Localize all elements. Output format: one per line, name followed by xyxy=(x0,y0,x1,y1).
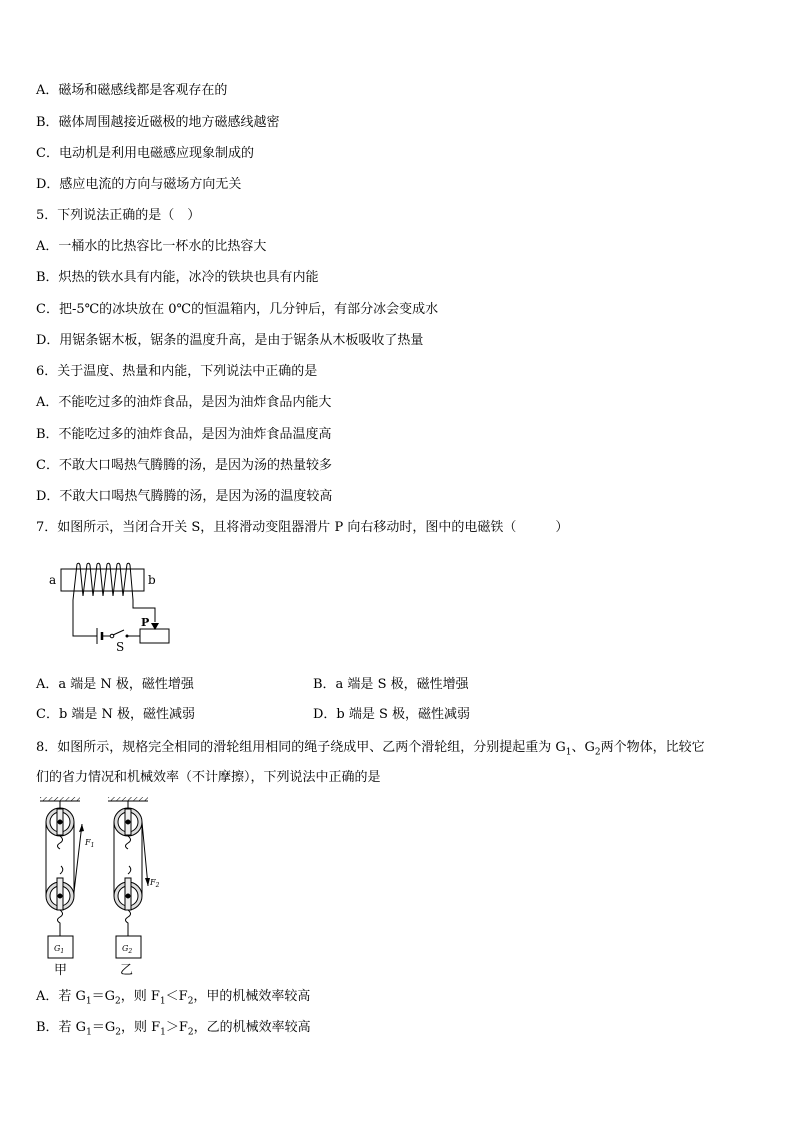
q5-option-d: D．用锯条锯木板，锯条的温度升高，是由于锯条从木板吸收了热量 xyxy=(36,333,424,348)
q5-option-c: C．把-5℃的冰块放在 0℃的恒温箱内，几分钟后，有部分冰会变成水 xyxy=(36,302,439,317)
q8-stem-line2: 们的省力情况和机械效率（不计摩擦），下列说法中正确的是 xyxy=(36,770,381,785)
label-a: a xyxy=(49,573,57,587)
q8-option-b: B．若 $G_1=G_2$，则 $F_1>F_2$，乙的机械效率较高 xyxy=(36,1020,311,1038)
label-p: P xyxy=(141,616,150,629)
q5-stem: 5．下列说法正确的是（ ） xyxy=(36,208,201,223)
q8-option-a: A．若 $G_1=G_2$，则 $F_1<F_2$，甲的机械效率较高 xyxy=(36,989,311,1007)
q6-option-d: D．不敢大口喝热气腾腾的汤，是因为汤的温度较高 xyxy=(36,489,333,504)
q6-stem: 6．关于温度、热量和内能，下列说法中正确的是 xyxy=(36,364,318,379)
q7-option-c: C．b 端是 N 极，磁性减弱 xyxy=(36,707,196,722)
pulley-systems-figure xyxy=(36,796,166,982)
svg-text:G1: $G_1$ xyxy=(54,944,65,955)
q6-option-b: B．不能吃过多的油炸食品，是因为油炸食品温度高 xyxy=(36,427,332,442)
label-b: b xyxy=(148,573,156,587)
q6-option-a: A．不能吃过多的油炸食品，是因为油炸食品内能大 xyxy=(36,395,332,410)
ceiling-jia xyxy=(40,797,80,801)
label-s: S xyxy=(116,640,125,654)
q4-option-a: A．磁场和磁感线都是客观存在的 xyxy=(36,83,228,98)
label-jia: 甲 xyxy=(54,963,68,978)
q6-option-c: C．不敢大口喝热气腾腾的汤，是因为汤的热量较多 xyxy=(36,458,332,473)
q7-option-a: A．a 端是 N 极，磁性增强 xyxy=(36,677,194,692)
pulley-system-jia xyxy=(46,801,82,958)
svg-text:F1: $F_1$ xyxy=(85,838,95,849)
q8-stem-line1: 8．如图所示，规格完全相同的滑轮组用相同的绳子绕成甲、乙两个滑轮组，分别提起重为 $G_1$、$G_2$两个物体，比较它 xyxy=(36,740,705,758)
pulley-system-yi xyxy=(114,801,148,958)
switch-lever xyxy=(113,630,124,635)
q4-option-d: D．感应电流的方向与磁场方向无关 xyxy=(36,177,242,192)
ceiling-yi xyxy=(108,797,148,801)
q7-option-b: B．a 端是 S 极，磁性增强 xyxy=(313,677,469,692)
svg-text:G2: $G_2$ xyxy=(122,944,133,955)
q4-option-c: C．电动机是利用电磁感应现象制成的 xyxy=(36,146,254,161)
label-yi: 乙 xyxy=(120,963,134,978)
svg-text:F2: $F_2$ xyxy=(150,878,160,889)
electromagnet-circuit-figure xyxy=(44,560,184,656)
q5-option-a: A．一桶水的比热容比一杯水的比热容大 xyxy=(36,239,267,254)
rheostat xyxy=(140,629,169,643)
q7-option-d: D．b 端是 S 极，磁性减弱 xyxy=(313,707,471,722)
q7-stem: 7．如图所示，当闭合开关 S，且将滑动变阻器滑片 P 向右移动时，图中的电磁铁（ ） xyxy=(36,520,569,535)
q5-option-b: B．炽热的铁水具有内能，冰冷的铁块也具有内能 xyxy=(36,270,319,285)
q4-option-b: B．磁体周围越接近磁极的地方磁感线越密 xyxy=(36,115,280,130)
